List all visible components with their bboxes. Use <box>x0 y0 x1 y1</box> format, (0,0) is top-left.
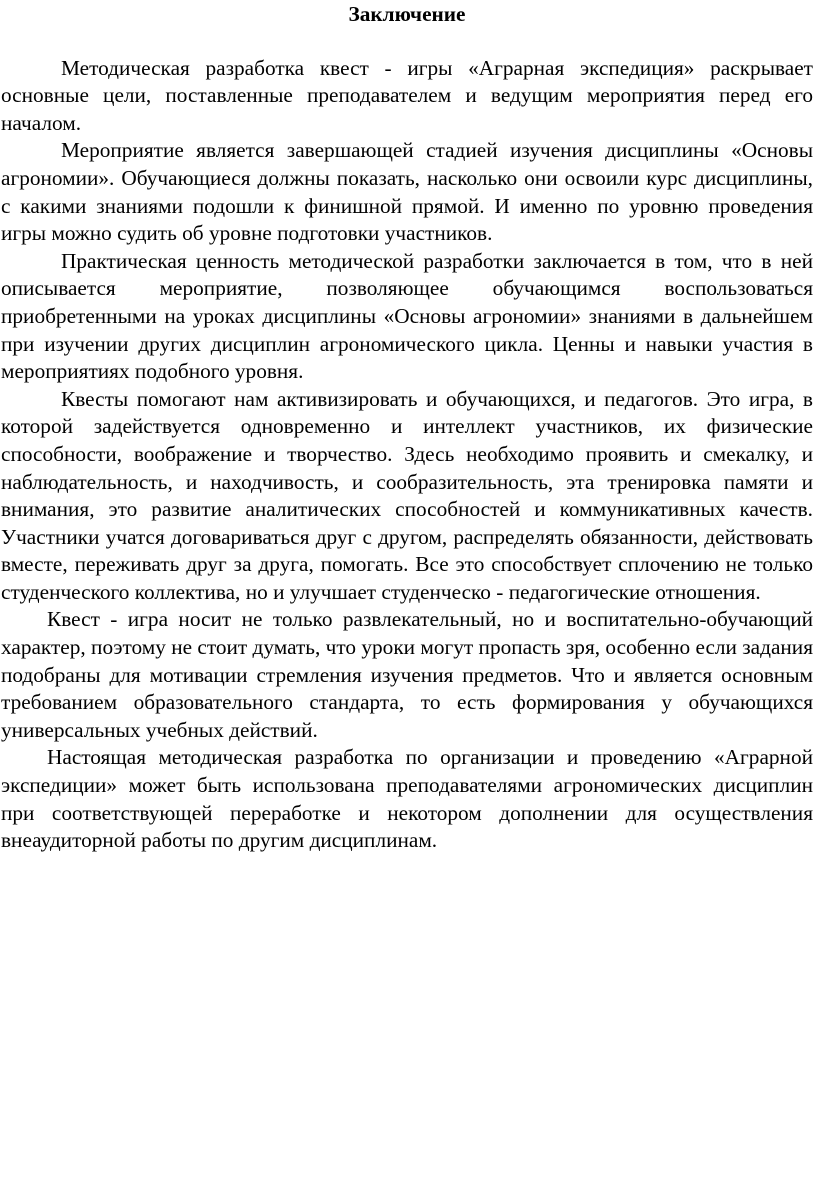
paragraph-3: Практическая ценность методической разработки заключается в том, что в ней описывается мероприятие, позволяющее обучающимся воспользоваться приобретенными на уроках дисциплины «Основы агрономии» знаниями в дальнейшем при изучении других дисциплин агрономического цикла. Ценны и навыки участия в мероприятиях подобного уровня. <box>1 248 813 384</box>
paragraph-5: Квест - игра носит не только развлекательный, но и воспитательно-обучающий характер, поэтому не стоит думать, что уроки могут пропасть зря, особенно если задания подобраны для мотивации стремления изучения предметов. Что и является основным требованием образовательного стандарта, то есть формирования у обучающихся универсальных учебных действий. <box>1 607 813 742</box>
paragraph-4: Квесты помогают нам активизировать и обучающихся, и педагогов. Это игра, в которой задействуется одновременно и интеллект участников, их физические способности, воображение и творчество. Здесь необходимо проявить и смекалку, и наблюдательность, и находчивость, и сообразительность, эта тренировка памяти и внимания, это развитие аналитических способностей и коммуникативных качеств. Участники учатся договариваться друг с другом, распределять обязанности, действовать вместе, переживать друг за друга, помогать. Все это способствует сплочению не только студенческого коллектива, но и улучшает студенческо - педагогические отношения. <box>1 386 813 604</box>
title-spacer <box>1 29 813 55</box>
paragraph-1: Методическая разработка квест - игры «Аграрная экспедиция» раскрывает основные цели, поставленные преподавателем и ведущим мероприятия перед его началом. <box>1 55 813 135</box>
paragraph-6: Настоящая методическая разработка по организации и проведению «Аграрной экспедиции» может быть использована преподавателями агрономических дисциплин при соответствующей переработке и некотором дополнении для осуществления внеаудиторной работы по другим дисциплинам. <box>1 745 813 853</box>
paragraph-2: Мероприятие является завершающей стадией изучения дисциплины «Основы агрономии». Обучающиеся должны показать, насколько они освоили курс дисциплины, с какими знаниями подошли к финишной прямой. И именно по уровню проведения игры можно судить об уровне подготовки участников. <box>1 138 813 246</box>
page-title: Заключение <box>348 2 466 26</box>
